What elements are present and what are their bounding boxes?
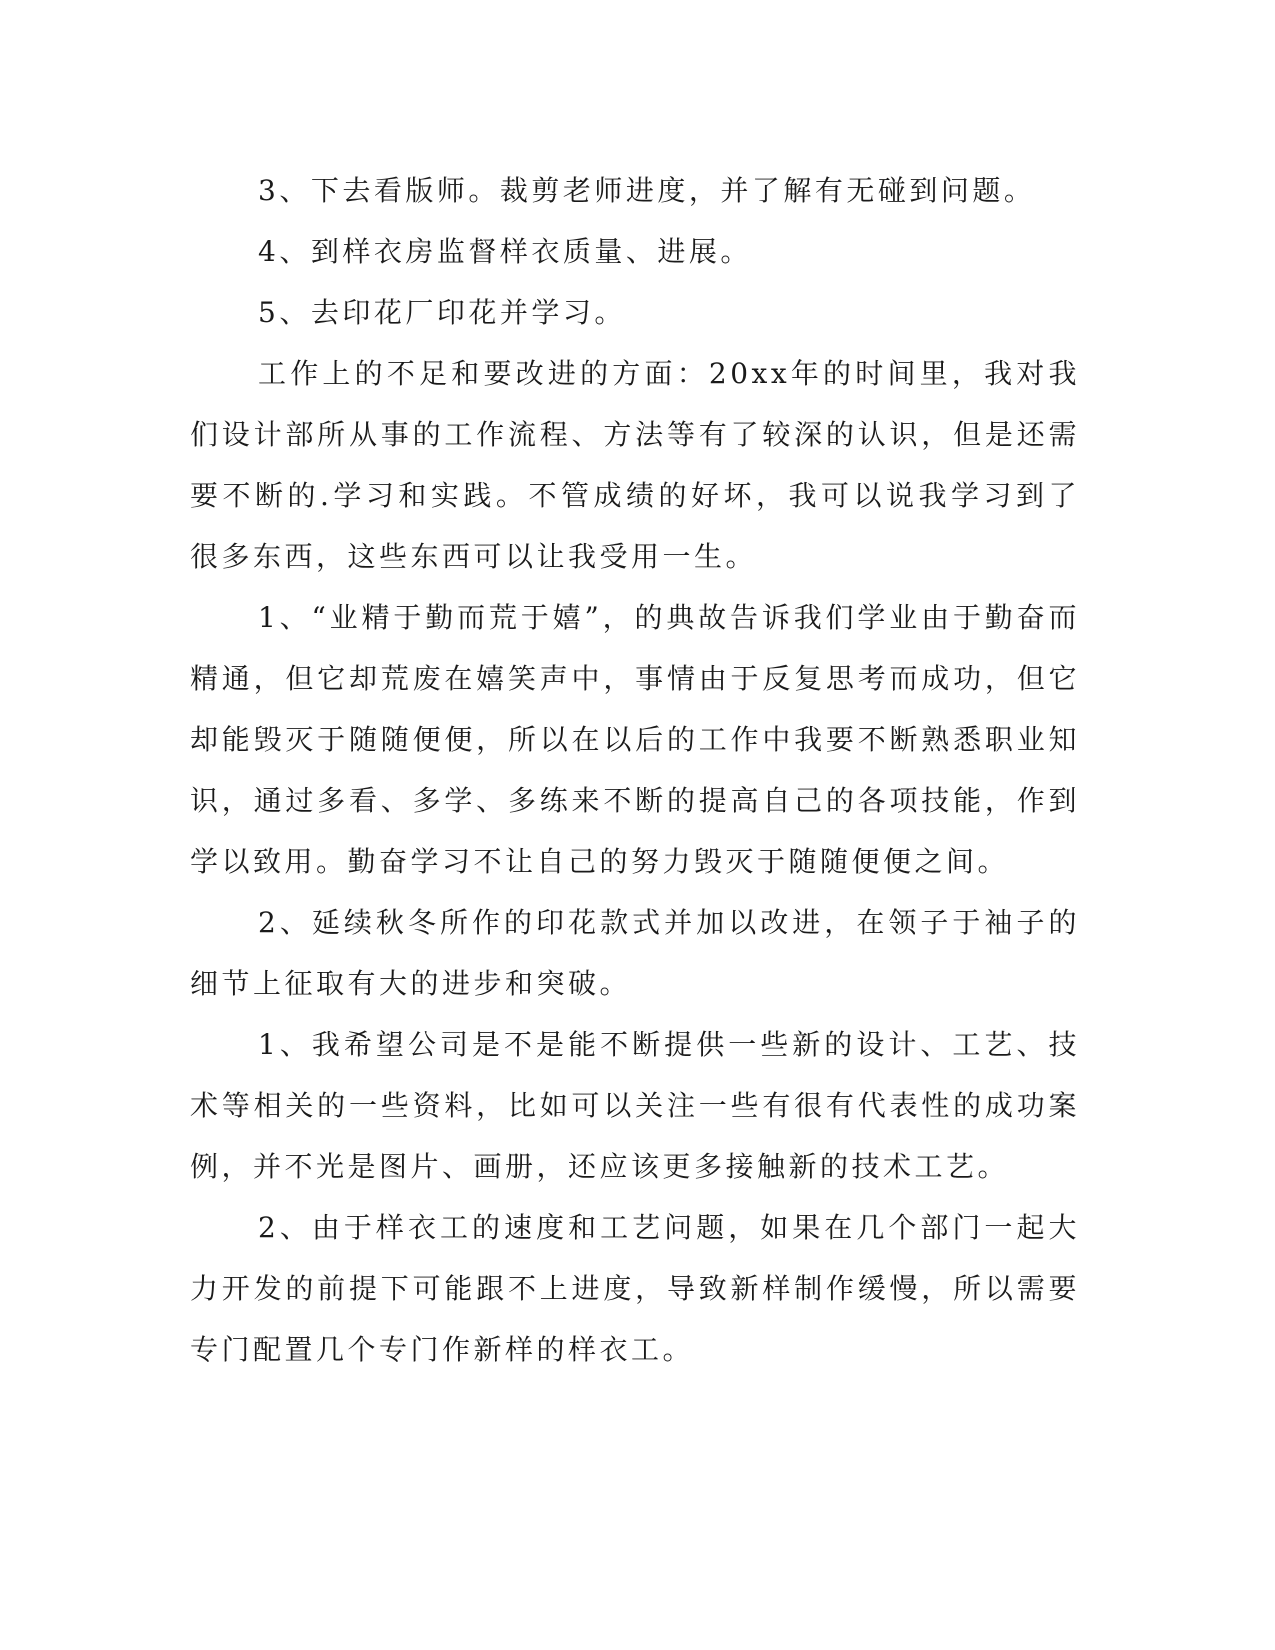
paragraph-shortcomings: 工作上的不足和要改进的方面：20xx年的时间里，我对我们设计部所从事的工作流程、方法等有了较深的认识，但是还需要不断的.学习和实践。不管成绩的好坏，我可以说我学习到了很多东西，这些东西可以让我受用一生。 bbox=[190, 357, 1080, 573]
paragraph-suggestion-1: 1、我希望公司是不是能不断提供一些新的设计、工艺、技术等相关的一些资料，比如可以关注一些有很有代表性的成功案例，并不光是图片、画册，还应该更多接触新的技术工艺。 bbox=[190, 1028, 1080, 1183]
paragraph-improvement-2: 2、延续秋冬所作的印花款式并加以改进，在领子于袖子的细节上征取有大的进步和突破。 bbox=[190, 906, 1080, 1000]
paragraph-task-4: 4、到样衣房监督样衣质量、进展。 bbox=[258, 235, 752, 268]
paragraph-task-3: 3、下去看版师。裁剪老师进度，并了解有无碰到问题。 bbox=[258, 174, 1036, 207]
paragraph-task-5: 5、去印花厂印花并学习。 bbox=[258, 296, 626, 329]
paragraph-suggestion-2: 2、由于样衣工的速度和工艺问题，如果在几个部门一起大力开发的前提下可能跟不上进度，导致新样制作缓慢，所以需要专门配置几个专门作新样的样衣工。 bbox=[190, 1211, 1080, 1366]
document-body bbox=[190, 160, 1080, 1380]
paragraph-improvement-1: 1、“业精于勤而荒于嬉”，的典故告诉我们学业由于勤奋而精通，但它却荒废在嬉笑声中，事情由于反复思考而成功，但它却能毁灭于随随便便，所以在以后的工作中我要不断熟悉职业知识，通过多看、多学、多练来不断的提高自己的各项技能，作到学以致用。勤奋学习不让自己的努力毁灭于随随便便之间。 bbox=[190, 601, 1080, 878]
